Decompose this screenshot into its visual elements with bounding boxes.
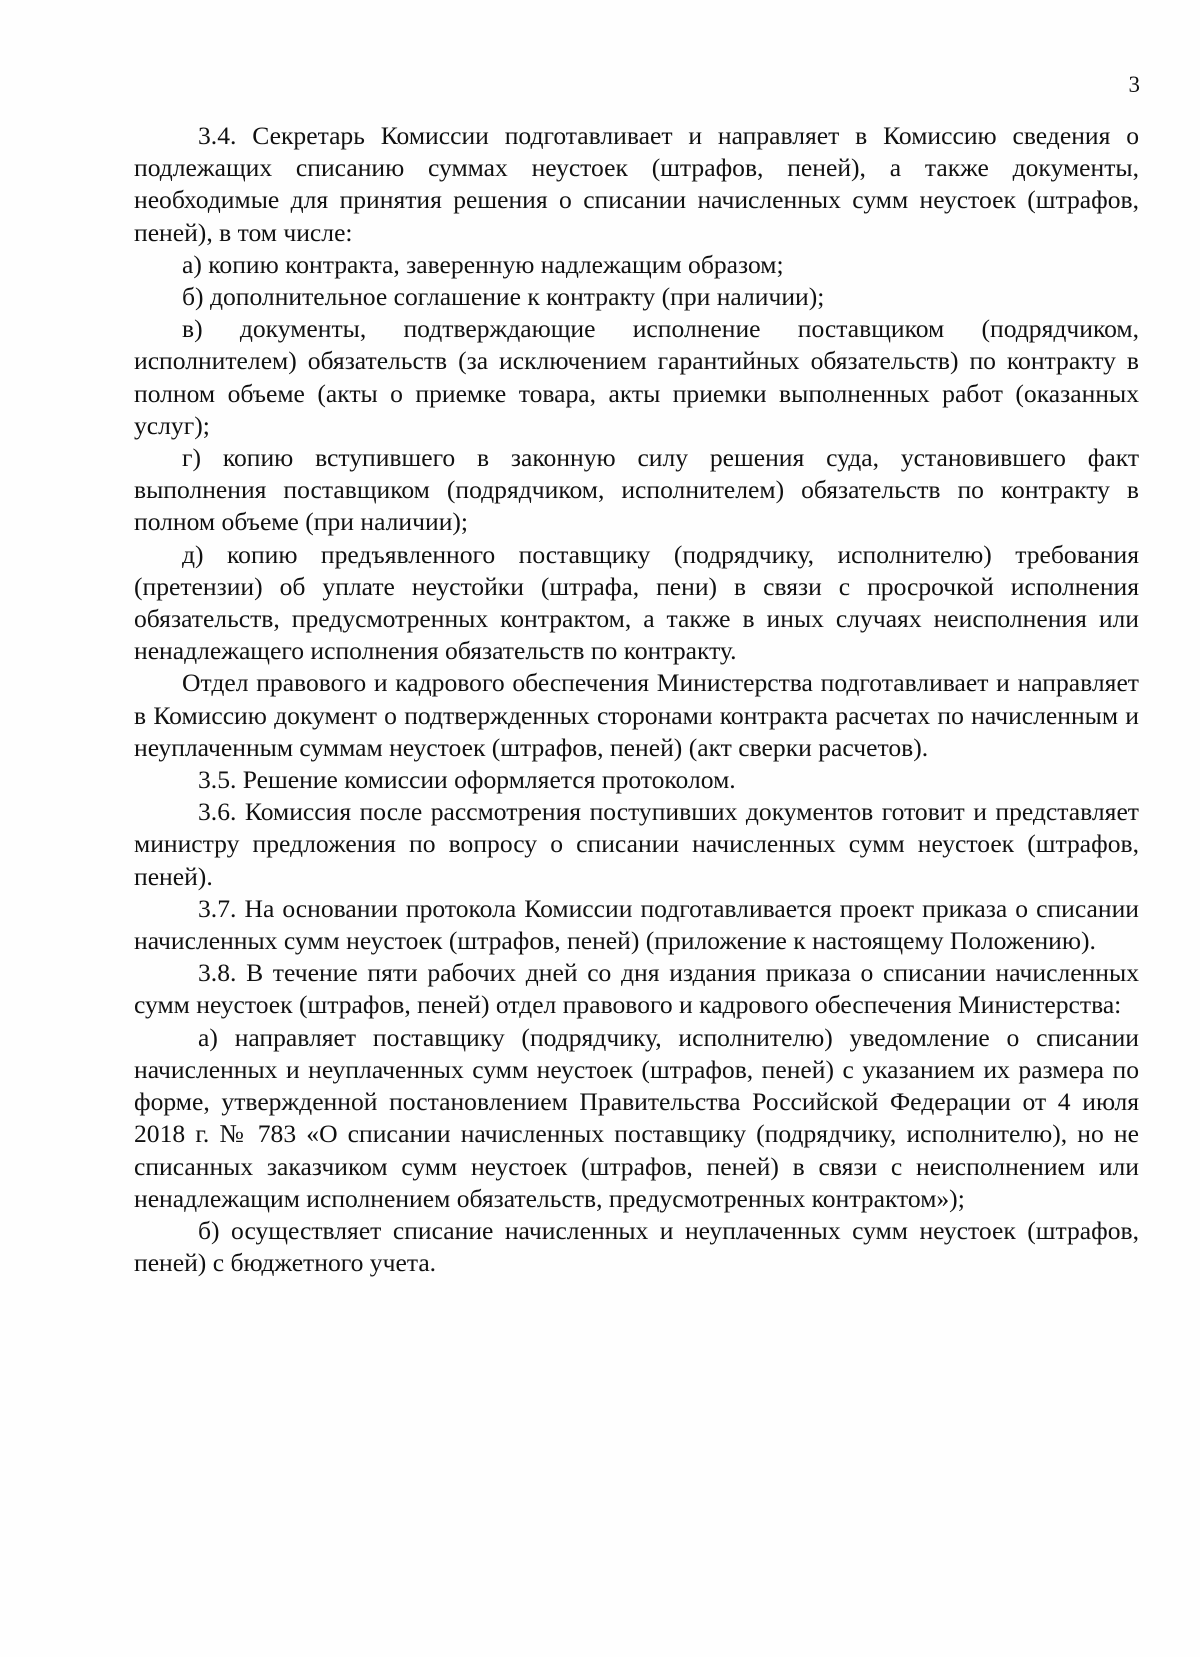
page-number: 3 [1128,72,1140,97]
list-item-3-8-a: а) направляет поставщику (подрядчику, исполнителю) уведомление о списании начисленных и неуплаченных сумм неустоек (штрафов, пеней) с указанием их размера по форме, утвержденной постановлением Правительства Российской Федерации от 4 июля 2018 г. № 783 «О списании начисленных поставщику (подрядчику, исполнителю), но не списанных заказчиком сумм неустоек (штрафов, пеней) в связи с неисполнением или ненадлежащим исполнением обязательств, предусмотренных контрактом»); [134,1022,1139,1213]
paragraph-3-8: 3.8. В течение пяти рабочих дней со дня издания приказа о списании начисленных сумм неустоек (штрафов, пеней) отдел правового и кадрового обеспечения Министерства: [134,958,1139,1020]
paragraph-3-7: 3.7. На основании протокола Комиссии подготавливается проект приказа о списании начисленных сумм неустоек (штрафов, пеней) (приложение к настоящему Положению). [134,893,1139,956]
list-item-g: г) копию вступившего в законную силу решения суда, установившего факт выполнения поставщиком (подрядчиком, исполнителем) обязательств по контракту в полном объеме (при наличии); [134,443,1139,537]
list-item-3-8-b: б) осуществляет списание начисленных и неуплаченных сумм неустоек (штрафов, пеней) с бюджетного учета. [134,1215,1139,1278]
paragraph-legal-department: Отдел правового и кадрового обеспечения Министерства подготавливает и направляет в Комиссию документ о подтвержденных сторонами контракта расчетах по начисленным и неуплаченным суммам неустоек (штрафов, пеней) (акт сверки расчетов). [134,668,1139,762]
list-item-a: а) копию контракта, заверенную надлежащим образом; [182,249,784,279]
document-body [134,120,1139,1279]
list-item-v: в) документы, подтверждающие исполнение поставщиком (подрядчиком, исполнителем) обязательств (за исключением гарантийных обязательств) по контракту в полном объеме (акты о приемке товара, акты приемки выполненных работ (оказанных услуг); [134,314,1139,440]
paragraph-3-5: 3.5. Решение комиссии оформляется протоколом. [198,765,736,795]
paragraph-3-6: 3.6. Комиссия после рассмотрения поступивших документов готовит и представляет министру предложения по вопросу о списании начисленных сумм неустоек (штрафов, пеней). [134,797,1139,891]
list-item-b: б) дополнительное соглашение к контракту (при наличии); [182,282,825,312]
paragraph-3-4: 3.4. Секретарь Комиссии подготавливает и направляет в Комиссию сведения о подлежащих списанию суммах неустоек (штрафов, пеней), а также документы, необходимые для принятия решения о списании начисленных сумм неустоек (штрафов, пеней), в том числе: [134,121,1139,247]
list-item-d: д) копию предъявленного поставщику (подрядчику, исполнителю) требования (претензии) об уплате неустойки (штрафа, пени) в связи с просрочкой исполнения обязательств, предусмотренных контрактом, а также в иных случаях неисполнения или ненадлежащего исполнения обязательств по контракту. [134,539,1139,666]
